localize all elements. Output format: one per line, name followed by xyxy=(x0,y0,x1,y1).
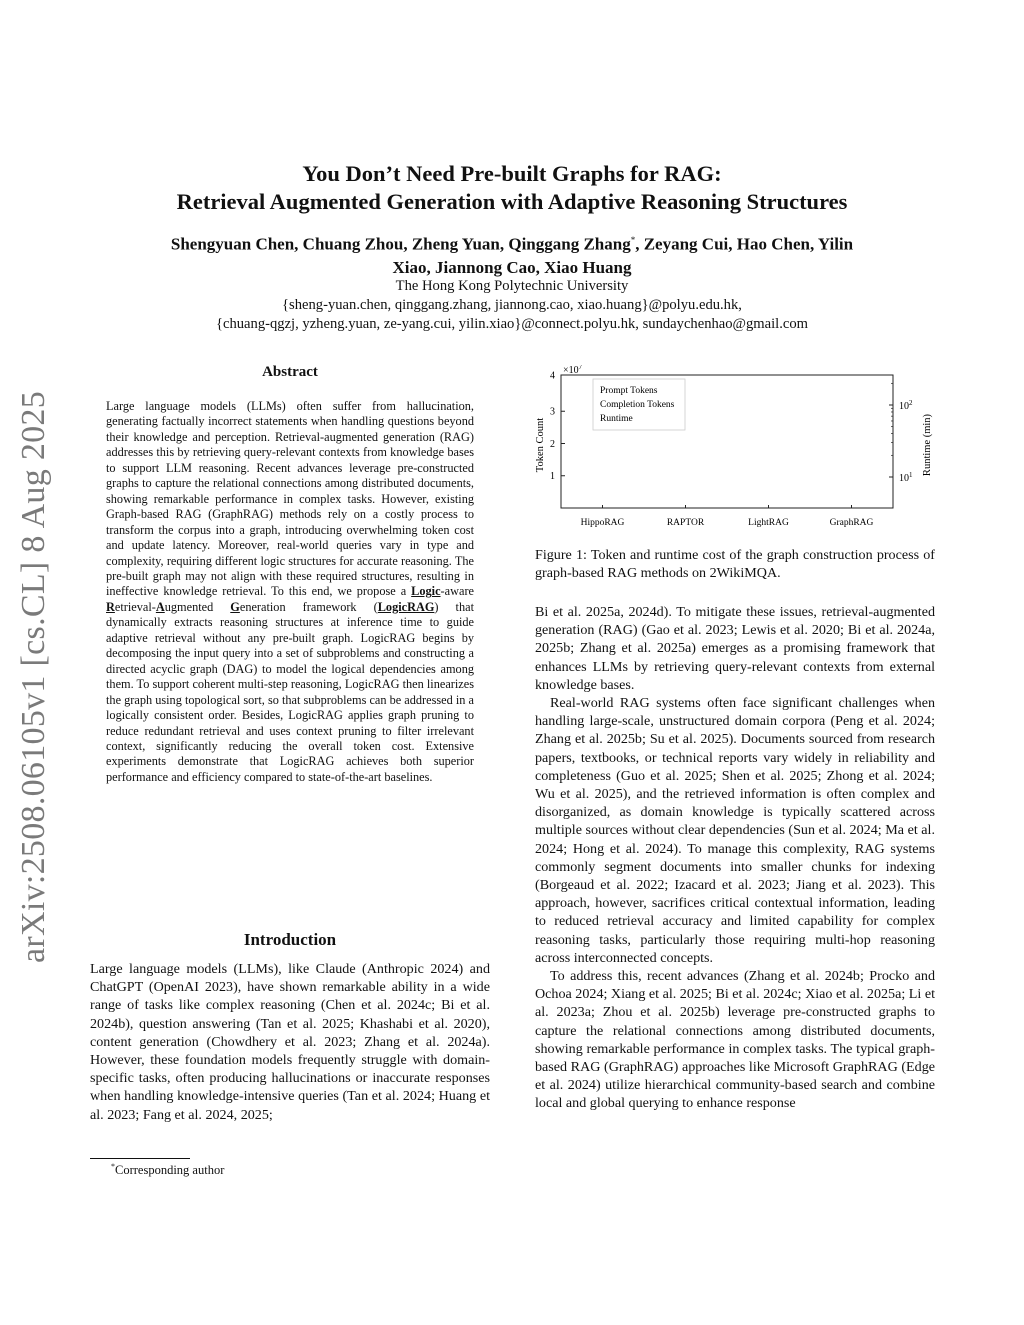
arxiv-watermark xyxy=(8,385,60,970)
arxiv-id: arXiv:2508.06105v1 [cs.CL] 8 Aug 2025 xyxy=(15,390,52,964)
corresponding-mark: * xyxy=(630,235,636,245)
affiliation: The Hong Kong Polytechnic University xyxy=(395,278,629,294)
footnote-rule xyxy=(90,1158,190,1159)
legend-entry-runtime: Runtime xyxy=(600,414,633,424)
abstract-emph: R xyxy=(106,599,115,614)
abstract-text: etrieval- xyxy=(114,599,156,614)
author-list xyxy=(95,229,929,279)
figure-1-caption: Figure 1: Token and runtime cost of the graph construction process of graph-based RAG methods on 2WikiMQA. xyxy=(535,547,935,582)
abstract-emph: LogicRAG xyxy=(377,599,435,614)
y-tick-label: 4 xyxy=(550,370,555,382)
col2-paragraph-2: Real-world RAG systems often face significant challenges when handling large-scale, unstructured domain corpora (Peng et al. 2024; Zhang et al. 2025b; Su et al. 2025). Documents sourced from research papers, textbooks, or technical reports vary widely in reliability and completeness (Guo et al. 2025; Shen et al. 2025; Zhong et al. 2024; Wu et al. 2025), and the retrieved information is often complex and disorganized, as domain knowledge is typically scattered across multiple sources without clear dependencies (Sun et al. 2024; Ma et al. 2024; Hong et al. 2024). To manage this complexity, RAG systems commonly segment documents into smaller chunks for indexing (Borgeaud et al. 2022; Izacard et al. 2023; Jiang et al. 2023). This approach, however, sacrifices critical contextual information, leading to reduced retrieval accuracy and limited capability for complex reasoning tasks, particularly those requiring multi-hop reasoning across interconnected concepts. xyxy=(535,695,935,966)
footnote xyxy=(111,1162,224,1178)
abstract-body xyxy=(106,399,474,785)
abstract-emph: A xyxy=(155,599,165,614)
abstract-text: ) that dynamically extracts reasoning structures at inference time to guide adaptive retrieval without any pre-built graph. LogicRAG begins by decomposing the input query into a set of subproblems and constructing a directed acyclic graph (DAG) to model the logical dependencies among them. To support coherent multi-step reasoning, LogicRAG then linearizes the graph using topological sort, so that subproblems can be addressed in a logically consistent order. Besides, LogicRAG applies graph pruning to reduce redundant retrieval and uses context pruning to filter irrelevant context, significantly reducing the overall token cost. Extensive experiments demonstrate that LogicRAG achieves both superior performance and efficiency compared to state-of-the-art baselines. xyxy=(106,599,474,784)
title-line-2: Retrieval Augmented Generation with Adaptive Reasoning Structures xyxy=(176,189,848,214)
x-tick-label: RAPTOR xyxy=(666,518,705,528)
abstract-text: eneration framework ( xyxy=(239,599,378,614)
abstract-text: -aware xyxy=(440,584,474,599)
emails-line-1: {sheng-yuan.chen, qinggang.zhang, jiannong.cao, xiao.huang}@polyu.edu.hk, xyxy=(282,297,742,313)
y-tick-label: 3 xyxy=(550,406,555,418)
abstract-text: ugmented xyxy=(164,599,231,614)
authors-text: , Zeyang Cui, Hao Chen, Yilin xyxy=(635,234,854,254)
paper-title xyxy=(90,160,934,216)
y-multiplier: $\times 10^7$ xyxy=(563,365,583,376)
introduction-body xyxy=(90,960,490,1124)
intro-paragraph-1: Large language models (LLMs), like Claude (Anthropic 2024) and ChatGPT (OpenAI 2023), have shown remarkable ability in a wide range of tasks like complex reasoning (Chen et al. 2024c; Bi et al. 2024b), question answering (Tan et al. 2025; Khashabi et al. 2020), content generation (Chowdhery et al. 2023; Zhang et al. 2024a). However, these foundation models frequently struggle with domain-specific tasks, often producing hallucinations or inaccurate responses when handling knowledge-intensive queries (Tan et al. 2024; Huang et al. 2023; Fang et al. 2024, 2025; xyxy=(90,961,490,1123)
y2-axis-label: Runtime (min) xyxy=(922,413,933,477)
y2-tick-label: $10^1$ xyxy=(899,471,913,484)
affiliation-block xyxy=(95,277,929,334)
y-tick-label: 2 xyxy=(550,438,555,450)
legend-entry-prompt: Prompt Tokens xyxy=(600,386,658,396)
y-axis-label: Token Count xyxy=(535,417,546,473)
x-tick-label: HippoRAG xyxy=(580,518,625,528)
y-tick-label: 1 xyxy=(550,471,555,483)
chart-legend xyxy=(593,379,685,430)
footnote-mark: * xyxy=(111,1162,115,1171)
authors-text: Shengyuan Chen, Chuang Zhou, Zheng Yuan, Qinggang Zhang xyxy=(170,234,631,254)
abstract-emph: G xyxy=(230,599,240,614)
emails-line-2: {chuang-qgzj, yzheng.yuan, ze-yang.cui, yilin.xiao}@connect.polyu.hk, sundaychenhao@gmail.com xyxy=(215,316,809,332)
col2-paragraph-1: Bi et al. 2025a, 2024d). To mitigate these issues, retrieval-augmented generation (RAG) (Gao et al. 2023; Lewis et al. 2020; Bi et al. 2024a, 2025b; Zhang et al. 2025a) emerges as a promising framework that enhances LLMs by retrieving query-relevant contexts from external knowledge bases. xyxy=(535,604,935,693)
abstract-emph: Logic xyxy=(411,584,441,599)
authors-line-1 xyxy=(95,229,929,256)
y2-tick-label: $10^2$ xyxy=(899,399,913,412)
abstract-text: Large language models (LLMs) often suffer from hallucination, generating factually incorrect statements when handling questions beyond their knowledge and perception. Retrieval-augmented generation (RAG) addresses this by retrieving query-relevant contexts from knowledge bases to support LLM reasoning. Recent advances leverage pre-constructed graphs to capture the relational connections among distributed documents, showing remarkable performance in complex tasks. However, existing Graph-based RAG (GraphRAG) methods rely on a costly process to transform the corpus into a graph, introducing overwhelming token cost and update latency. Moreover, real-world queries vary in type and complexity, requiring different logic structures for accurate reasoning. The pre-built graph may not align with these required structures, resulting in ineffective knowledge retrieval. To this end, we propose a xyxy=(106,399,474,599)
authors-line-2: Xiao, Jiannong Cao, Xiao Huang xyxy=(392,257,632,277)
figure-1-chart xyxy=(533,365,943,535)
legend-entry-completion: Completion Tokens xyxy=(600,400,675,410)
x-tick-label: GraphRAG xyxy=(829,518,874,528)
introduction-heading: Introduction xyxy=(243,930,337,949)
footnote-text: Corresponding author xyxy=(115,1163,225,1178)
right-column-body xyxy=(535,603,935,1113)
x-tick-label: LightRAG xyxy=(748,518,789,528)
col2-paragraph-3: To address this, recent advances (Zhang et al. 2024b; Procko and Ochoa 2024; Xiang et al. 2025; Bi et al. 2024c; Xiao et al. 2025a; Li et al. 2023a; Zhou et al. 2025b) leverage pre-constructed graphs to capture the relational connections among distributed documents, showing remarkable performance in complex tasks. The typical graph-based RAG (GraphRAG) approaches like Microsoft GraphRAG (Edge et al. 2024) utilize hierarchical community-based search and combine local and global querying to enhance response xyxy=(535,968,936,1112)
title-line-1: You Don’t Need Pre-built Graphs for RAG: xyxy=(302,161,722,186)
abstract-heading: Abstract xyxy=(262,364,318,380)
